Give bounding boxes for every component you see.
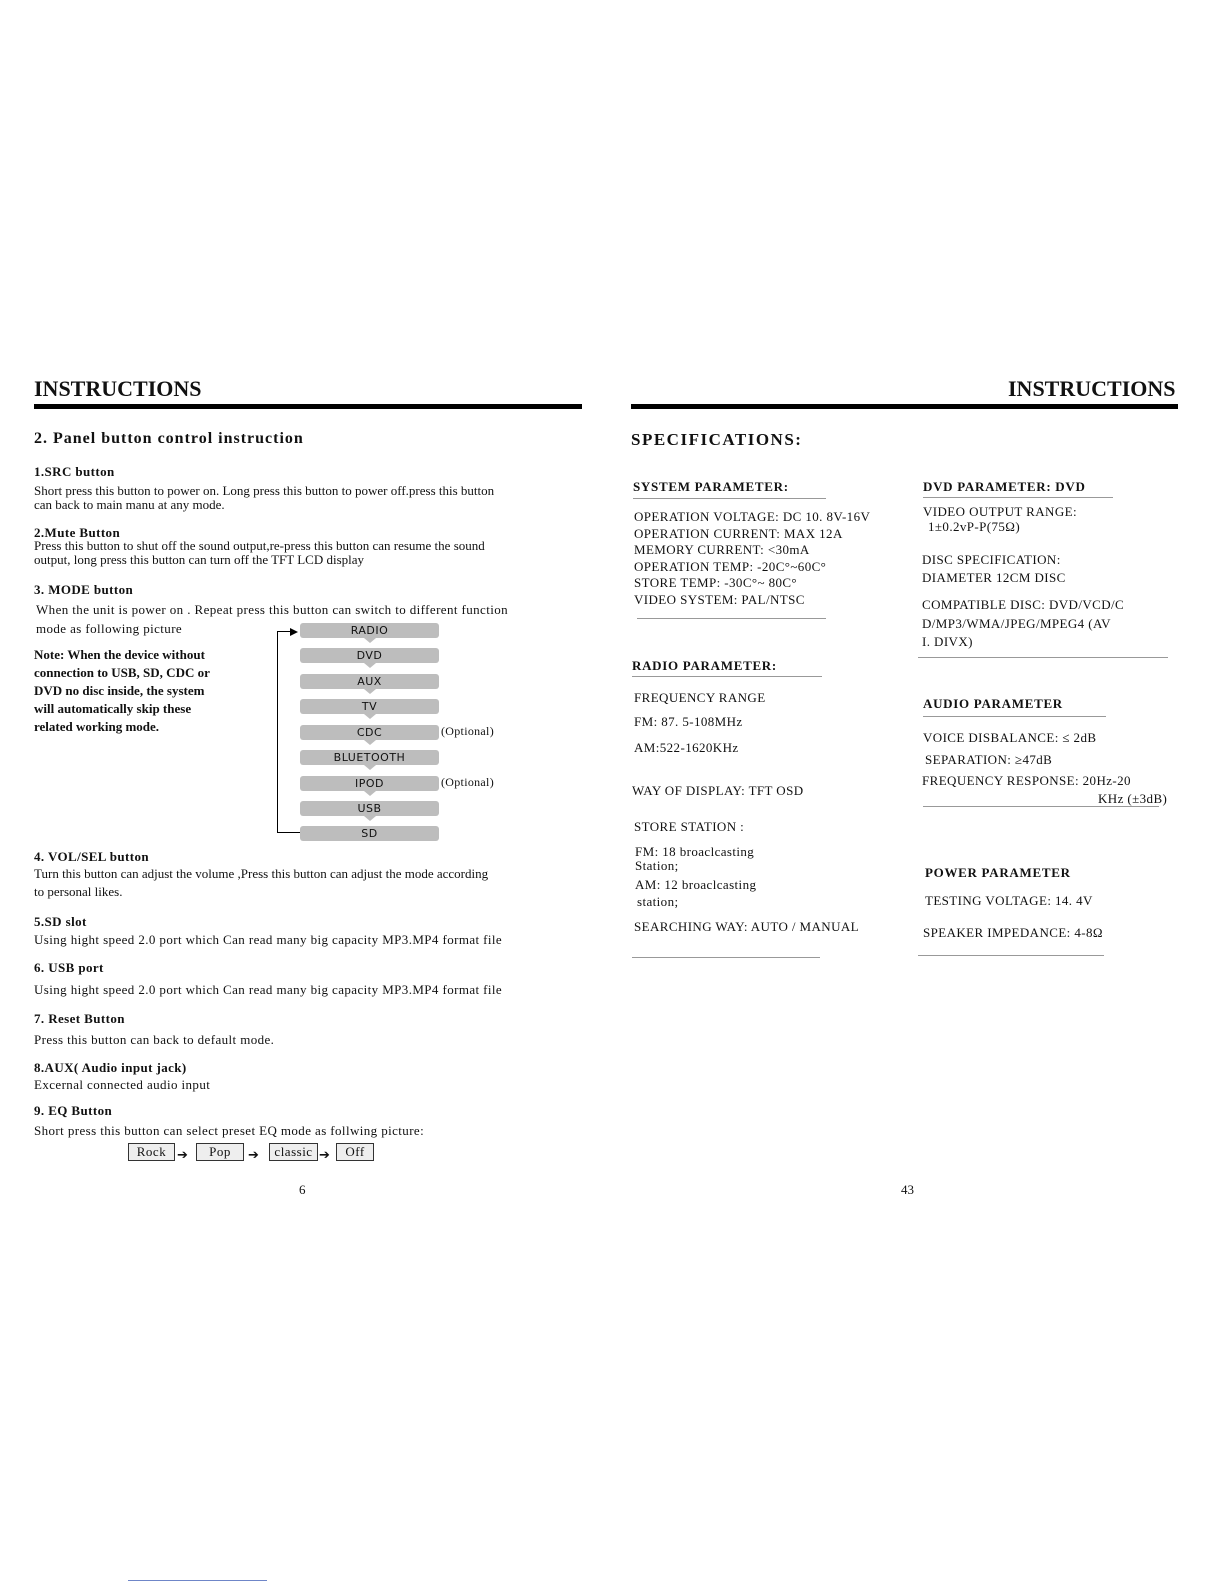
power-testing: TESTING VOLTAGE: 14. 4V — [925, 893, 1093, 908]
eq-mode-classic: classic — [269, 1143, 318, 1161]
aux-line1: Excernal connected audio input — [34, 1077, 211, 1092]
divider — [632, 957, 820, 958]
mute-line2: output, long press this button can turn off the TFT LCD display — [34, 552, 365, 567]
right-page-header: INSTRUCTIONS — [1008, 376, 1176, 401]
radio-freq-range: FREQUENCY RANGE — [634, 690, 766, 705]
radio-display: WAY OF DISPLAY: TFT OSD — [632, 783, 804, 798]
radio-heading: RADIO PARAMETER: — [632, 658, 777, 673]
dvd-heading: DVD PARAMETER: DVD — [923, 479, 1086, 494]
divider — [918, 657, 1168, 658]
eq-title: 9. EQ Button — [34, 1103, 113, 1118]
mode-item-bluetooth: BLUETOOTH — [300, 750, 439, 765]
divider — [923, 497, 1113, 498]
vol-line1: Turn this button can adjust the volume ,Press this button can adjust the mode according — [34, 866, 489, 881]
left-header-rule — [34, 404, 582, 409]
right-header-rule — [631, 404, 1178, 409]
divider — [918, 955, 1104, 956]
mode-item-usb: USB — [300, 801, 439, 816]
src-title: 1.SRC button — [34, 464, 115, 479]
left-page-header: INSTRUCTIONS — [34, 376, 202, 401]
dvd-video-range: VIDEO OUTPUT RANGE: — [923, 504, 1077, 519]
divider — [923, 716, 1106, 717]
mute-title: 2.Mute Button — [34, 525, 121, 540]
radio-store: STORE STATION : — [634, 819, 745, 834]
down-arrow-icon — [364, 740, 376, 745]
system-line: MEMORY CURRENT: <30mA — [634, 542, 810, 557]
down-arrow-icon — [364, 765, 376, 770]
dvd-compat-1: COMPATIBLE DISC: DVD/VCD/C — [922, 597, 1125, 612]
system-line: OPERATION CURRENT: MAX 12A — [634, 526, 843, 541]
dvd-compat-2: D/MP3/WMA/JPEG/MPEG4 (AV — [922, 616, 1111, 631]
note-line: connection to USB, SD, CDC or — [34, 665, 210, 680]
optional-label: (Optional) — [441, 775, 494, 789]
note-line: Note: When the device without — [34, 647, 205, 662]
down-arrow-icon — [364, 791, 376, 796]
divider — [637, 618, 826, 619]
mute-line1: Press this button to shut off the sound output,re-press this button can resume the sound — [34, 538, 485, 553]
right-page-number: 43 — [901, 1182, 914, 1197]
note-line: will automatically skip these — [34, 701, 192, 716]
dvd-disc-spec: DISC SPECIFICATION: — [922, 552, 1061, 567]
eq-mode-pop: Pop — [196, 1143, 244, 1161]
loop-line-bottom — [277, 832, 300, 833]
eq-line1: Short press this button can select preset EQ mode as follwing picture: — [34, 1123, 425, 1138]
vol-line2: to personal likes. — [34, 884, 123, 899]
divider — [632, 676, 822, 677]
dvd-compat-3: I. DIVX) — [922, 634, 973, 649]
audio-freq: FREQUENCY RESPONSE: 20Hz-20 — [922, 773, 1131, 788]
audio-voice: VOICE DISBALANCE: ≤ 2dB — [923, 730, 1097, 745]
dvd-diameter: DIAMETER 12CM DISC — [922, 570, 1066, 585]
reset-line1: Press this button can back to default mode. — [34, 1032, 275, 1047]
radio-am: AM:522-1620KHz — [634, 740, 739, 755]
mode-line2: mode as following picture — [36, 621, 183, 636]
system-line: OPERATION VOLTAGE: DC 10. 8V-16V — [634, 509, 871, 524]
mode-item-radio: RADIO — [300, 623, 439, 638]
system-line: STORE TEMP: -30C°~ 80C° — [634, 575, 798, 590]
section-title: 2. Panel button control instruction — [34, 430, 304, 447]
down-arrow-icon — [364, 714, 376, 719]
mode-title: 3. MODE button — [34, 582, 134, 597]
power-heading: POWER PARAMETER — [925, 865, 1071, 880]
right-arrow-icon: ➔ — [319, 1148, 330, 1163]
sd-line1: Using hight speed 2.0 port which Can read many big capacity MP3.MP4 format file — [34, 932, 503, 947]
optional-label: (Optional) — [441, 724, 494, 738]
mode-item-ipod: IPOD — [300, 776, 439, 791]
system-line: VIDEO SYSTEM: PAL/NTSC — [634, 592, 805, 607]
right-arrow-icon: ➔ — [177, 1148, 188, 1163]
audio-heading: AUDIO PARAMETER — [923, 696, 1063, 711]
usb-line1: Using hight speed 2.0 port which Can read many big capacity MP3.MP4 format file — [34, 982, 503, 997]
eq-mode-rock: Rock — [128, 1143, 175, 1161]
src-line1: Short press this button to power on. Long press this button to power off.press this button — [34, 483, 495, 498]
note-line: DVD no disc inside, the system — [34, 683, 205, 698]
mode-item-aux: AUX — [300, 674, 439, 689]
dvd-video-value: 1±0.2vP-P(75Ω) — [928, 519, 1021, 534]
aux-title: 8.AUX( Audio input jack) — [34, 1060, 187, 1075]
eq-mode-off: Off — [336, 1143, 374, 1161]
down-arrow-icon — [364, 663, 376, 668]
reset-title: 7. Reset Button — [34, 1011, 125, 1026]
system-heading: SYSTEM PARAMETER: — [633, 479, 789, 494]
right-arrow-icon: ➔ — [248, 1148, 259, 1163]
usb-title: 6. USB port — [34, 960, 104, 975]
loop-line-vertical — [277, 631, 278, 833]
mode-note — [34, 646, 210, 736]
down-arrow-icon — [364, 816, 376, 821]
radio-am-store2: station; — [637, 894, 679, 909]
divider — [923, 806, 1159, 807]
sd-title: 5.SD slot — [34, 914, 87, 929]
divider — [633, 498, 826, 499]
loop-arrow-icon — [290, 628, 298, 636]
audio-freq2: KHz (±3dB) — [1098, 791, 1168, 806]
note-line: related working mode. — [34, 719, 160, 734]
radio-fm-store2: Station; — [635, 858, 679, 873]
mode-line1: When the unit is power on . Repeat press this button can switch to different function — [36, 602, 509, 617]
power-speaker: SPEAKER IMPEDANCE: 4-8Ω — [923, 925, 1103, 940]
underline-link — [128, 1580, 267, 1581]
system-line: OPERATION TEMP: -20C°~60C° — [634, 559, 827, 574]
audio-separation: SEPARATION: ≥47dB — [925, 752, 1053, 767]
mode-item-dvd: DVD — [300, 648, 439, 663]
radio-fm: FM: 87. 5-108MHz — [634, 714, 743, 729]
mode-item-cdc: CDC — [300, 725, 439, 740]
mode-item-tv: TV — [300, 699, 439, 714]
src-line2: can back to main manu at any mode. — [34, 497, 225, 512]
radio-searching: SEARCHING WAY: AUTO / MANUAL — [634, 919, 860, 934]
down-arrow-icon — [364, 638, 376, 643]
radio-fm-store: FM: 18 broaclcasting — [635, 844, 755, 859]
radio-am-store: AM: 12 broaclcasting — [635, 877, 757, 892]
vol-title: 4. VOL/SEL button — [34, 849, 150, 864]
mode-item-sd: SD — [300, 826, 439, 841]
specifications-title: SPECIFICATIONS: — [631, 430, 803, 449]
down-arrow-icon — [364, 689, 376, 694]
left-page-number: 6 — [299, 1182, 306, 1197]
